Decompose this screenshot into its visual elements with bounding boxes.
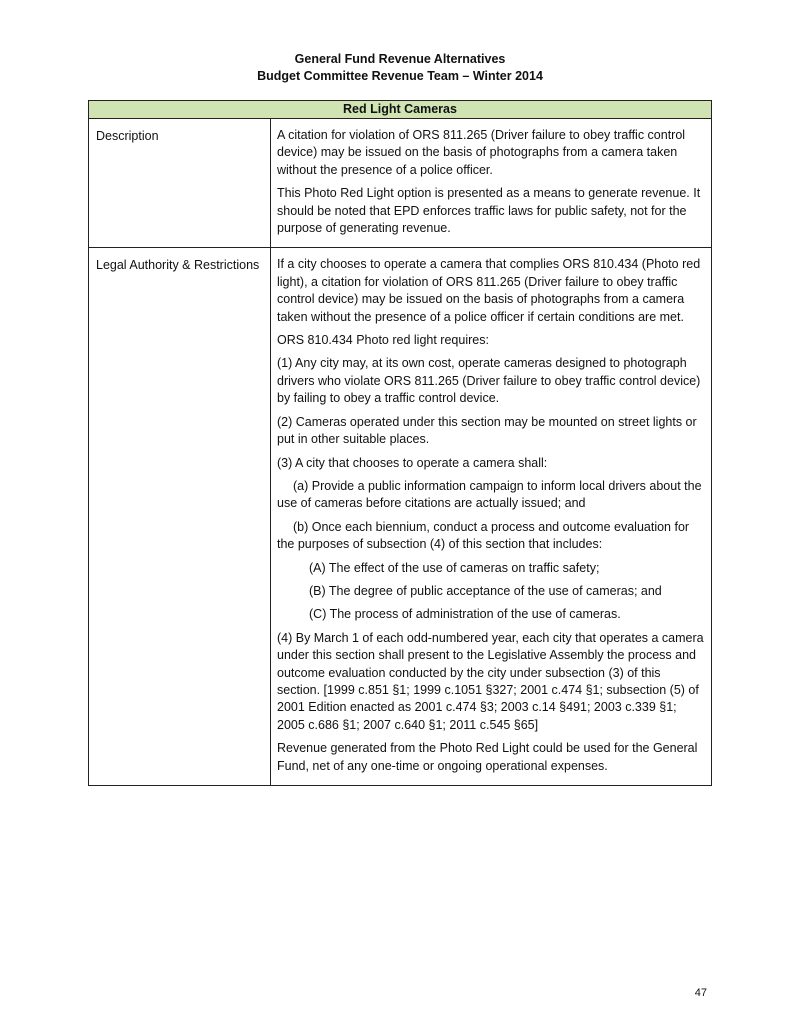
header-subtitle: Budget Committee Revenue Team – Winter 2014 [257, 69, 543, 83]
revenue-note-paragraph: Revenue generated from the Photo Red Light could be used for the General Fund, net of any one-time or ongoing operational expenses. [277, 741, 698, 773]
legal-requirements-heading: ORS 810.434 Photo red light requires: [277, 333, 489, 348]
legal-clause-3b-A: (A) The effect of the use of cameras on traffic safety; [309, 560, 600, 575]
legal-intro-paragraph: If a city chooses to operate a camera that complies ORS 810.434 (Photo red light), a citation for violation of ORS 811.265 (Driver failure to obey traffic control device) may be issued on the basis of photographs from a camera taken without the presence of a police officer if certain conditions are met. [277, 257, 701, 324]
page-number: 47 [694, 987, 707, 999]
table-row-legal-authority [89, 248, 712, 786]
legal-clause-3: (3) A city that chooses to operate a camera shall: [277, 455, 548, 470]
header-title: General Fund Revenue Alternatives [294, 52, 506, 66]
description-paragraph-2: This Photo Red Light option is presented as a means to generate revenue. It should be noted that EPD enforces traffic laws for public safety, not for the purpose of generating revenue. [277, 186, 701, 236]
row-label-legal-authority: Legal Authority & Restrictions [89, 248, 271, 786]
row-content-description [271, 119, 712, 248]
description-paragraph-1: A citation for violation of ORS 811.265 (Driver failure to obey traffic control device) may be issued on the basis of photographs from a camera taken without the presence of a police officer. [277, 128, 686, 177]
legal-clause-1: (1) Any city may, at its own cost, operate cameras designed to photograph drivers who violate ORS 811.265 (Driver failure to obey traffic control device) by failing to obey a traffic control device. [277, 356, 701, 406]
row-content-legal-authority [271, 248, 712, 786]
table-title-row [89, 101, 712, 119]
document-header [0, 51, 800, 85]
table-row-description [89, 119, 712, 248]
revenue-alternative-table [88, 100, 712, 786]
legal-clause-4: (4) By March 1 of each odd-numbered year, each city that operates a camera under this section shall present to the Legislative Assembly the process and outcome evaluation conducted by the city under subsection (3) of this section. [1999 c.851 §1; 1999 c.1051 §327; 2001 c.474 §1; subsection (5) of 2001 Edition enacted as 2001 c.474 §3; 2003 c.14 §491; 2003 c.339 §1; 2005 c.686 §1; 2007 c.640 §1; 2011 c.545 §65] [277, 630, 704, 732]
legal-clause-2: (2) Cameras operated under this section may be mounted on street lights or put in other suitable places. [277, 414, 697, 447]
legal-clause-3b-C: (C) The process of administration of the use of cameras. [309, 607, 621, 622]
row-label-description: Description [89, 119, 271, 248]
legal-clause-3a: (a) Provide a public information campaign to inform local drivers about the use of cameras before citations are actually issued; and [277, 478, 702, 511]
table-title: Red Light Cameras [89, 101, 712, 119]
legal-clause-3b: (b) Once each biennium, conduct a process and outcome evaluation for the purposes of subsection (4) of this section that includes: [277, 519, 690, 552]
legal-clause-3b-B: (B) The degree of public acceptance of the use of cameras; and [309, 583, 662, 598]
